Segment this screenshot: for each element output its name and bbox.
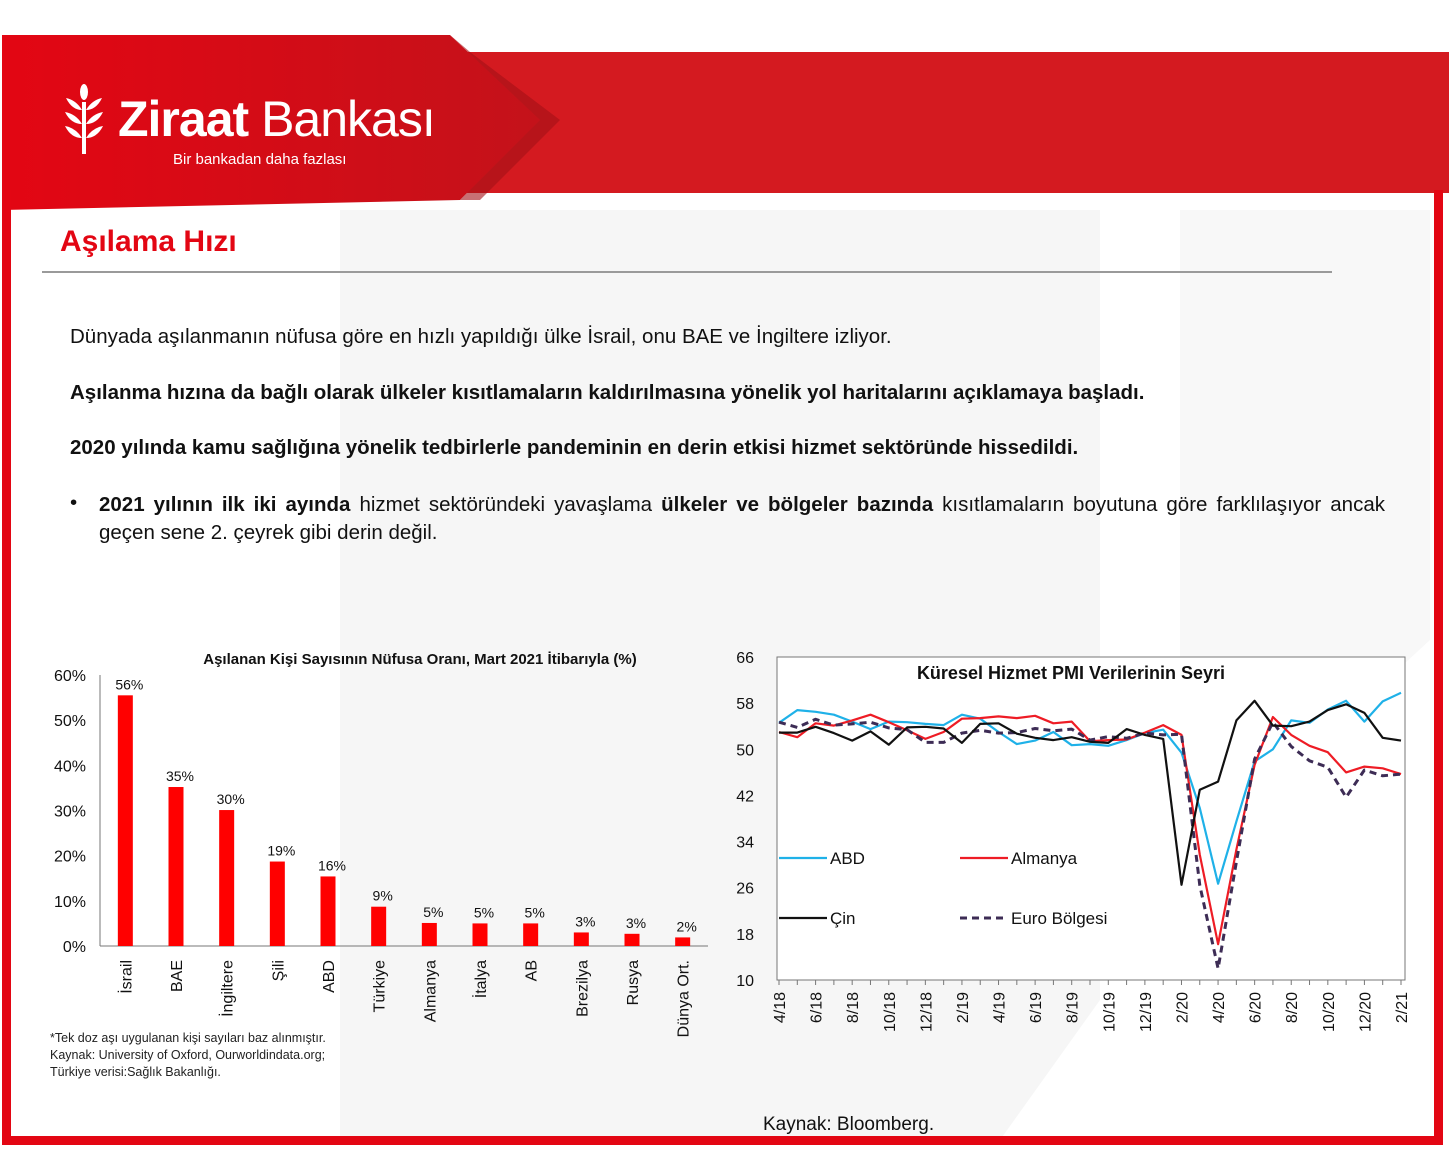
pmi-y-tick-label: 50 — [736, 742, 754, 760]
bar — [219, 810, 234, 946]
bar — [118, 695, 133, 946]
pmi-x-tick-label: 4/18 — [772, 992, 789, 1024]
bar-data-label: 2% — [676, 918, 697, 935]
bar-chart-footnote — [50, 1030, 326, 1081]
pmi-x-tick-label: 10/20 — [1320, 992, 1338, 1033]
bar-y-tick-label: 0% — [62, 939, 86, 956]
pmi-plot-area — [777, 657, 1405, 980]
pmi-x-tick-label: 2/19 — [954, 992, 972, 1024]
bar-y-tick-label: 30% — [53, 803, 86, 821]
pmi-x-tick-label: 6/19 — [1028, 992, 1046, 1024]
bar-category-label: ABD — [321, 960, 338, 993]
bar-chart-title: Aşılanan Kişi Sayısının Nüfusa Oranı, Mart 2021 İtibarıyla (%) — [203, 651, 637, 668]
footnote-line-1: *Tek doz aşı uygulanan kişi sayıları baz alınmıştır. — [50, 1031, 326, 1045]
pmi-x-tick-label: 6/18 — [808, 992, 826, 1024]
pmi-y-tick-label: 26 — [736, 880, 754, 898]
bar-y-tick-label: 50% — [53, 713, 86, 731]
pmi-y-tick-label: 10 — [736, 973, 754, 990]
bar — [422, 923, 437, 946]
bar-category-label: Rusya — [625, 960, 642, 1006]
pmi-x-tick-label: 4/20 — [1211, 992, 1229, 1024]
ziraat-wheat-logo-icon — [62, 84, 106, 154]
pmi-x-tick-label: 8/18 — [845, 992, 863, 1024]
pmi-y-tick-label: 58 — [736, 696, 754, 714]
pmi-x-tick-label: 10/18 — [881, 992, 899, 1033]
pmi-legend-label: Almanya — [1011, 849, 1078, 868]
pmi-x-tick-label: 4/19 — [991, 992, 1009, 1024]
bar — [523, 923, 538, 946]
bar — [321, 876, 336, 946]
bar-category-label: İngiltere — [219, 960, 237, 1017]
bar-category-label: BAE — [169, 960, 186, 993]
bar-category-label: Şili — [270, 960, 288, 982]
bar-category-label: Brezilya — [574, 960, 592, 1017]
pmi-y-tick-label: 34 — [736, 834, 754, 852]
pmi-line-chart — [720, 645, 1420, 1045]
pmi-x-tick-label: 8/20 — [1284, 992, 1302, 1024]
pmi-x-tick-label: 10/19 — [1101, 992, 1119, 1033]
bar-category-label: Dünya Ort. — [675, 960, 693, 1038]
title-divider — [42, 271, 1332, 273]
bar-data-label: 9% — [372, 887, 393, 904]
paragraph-3: 2020 yılında kamu sağlığına yönelik tedbirlerle pandeminin en derin etkisi hizmet sektöründe hissedildi. — [70, 436, 1079, 459]
bar-data-label: 5% — [473, 904, 495, 921]
paragraph-2: Aşılanma hızına da bağlı olarak ülkeler kısıtlamaların kaldırılmasına yönelik yol haritalarını açıklamaya başladı. — [70, 381, 1145, 404]
pmi-x-tick-label: 12/18 — [918, 992, 936, 1033]
pmi-y-tick-label: 42 — [736, 788, 754, 806]
bar-category-label: İsrail — [118, 960, 136, 994]
footnote-line-2: Kaynak: University of Oxford, Ourworldindata.org; — [50, 1048, 326, 1062]
bullet-text: 2021 yılının ilk iki ayında hizmet sektöründeki yavaşlama ülkeler ve bölgeler bazında kısıtlamaların boyutuna göre farklılaşıyor ancak geçen sene 2. çeyrek gibi derin değil. — [99, 493, 1385, 544]
paragraph-1: Dünyada aşılanmanın nüfusa göre en hızlı yapıldığı ülke İsrail, onu BAE ve İngiltere izliyor. — [70, 325, 892, 348]
pmi-x-tick-label: 6/20 — [1247, 992, 1265, 1024]
bar — [169, 787, 184, 946]
bar — [675, 937, 690, 946]
bar-data-label: 30% — [216, 791, 245, 808]
bullet-marker: • — [70, 491, 78, 514]
pmi-y-tick-label: 66 — [736, 650, 754, 667]
pmi-legend-label: Çin — [830, 909, 856, 928]
bar-category-label: İtalya — [473, 960, 490, 999]
pmi-chart-title: Küresel Hizmet PMI Verilerinin Seyri — [916, 663, 1226, 683]
bar-data-label: 5% — [423, 903, 444, 920]
bar-data-label: 3% — [625, 914, 647, 931]
pmi-legend-label: Euro Bölgesi — [1011, 909, 1108, 928]
pmi-x-tick-label: 2/21 — [1394, 992, 1411, 1024]
bar-y-tick-label: 20% — [53, 848, 86, 866]
bar-category-label: Almanya — [422, 960, 440, 1023]
bar — [371, 907, 386, 946]
bar-category-label: Türkiye — [371, 960, 389, 1013]
bar-data-label: 5% — [524, 904, 545, 921]
bar — [625, 934, 640, 946]
bar-data-label: 35% — [165, 768, 195, 785]
bar-data-label: 19% — [267, 842, 296, 859]
footnote-line-3: Türkiye verisi:Sağlık Bakanlığı. — [50, 1065, 221, 1079]
bar-y-tick-label: 60% — [53, 668, 86, 685]
bar-y-tick-label: 10% — [53, 893, 86, 911]
bar-y-tick-label: 40% — [53, 758, 86, 776]
bar-data-label: 3% — [575, 913, 596, 930]
page-title: Aşılama Hızı — [60, 225, 237, 258]
pmi-x-tick-label: 8/19 — [1064, 992, 1082, 1024]
pmi-legend-label: ABD — [830, 849, 865, 868]
pmi-x-tick-label: 12/20 — [1357, 992, 1375, 1033]
bar — [473, 923, 488, 946]
bar-data-label: 16% — [317, 857, 347, 874]
bar-data-label: 56% — [115, 676, 144, 693]
pmi-x-tick-label: 12/19 — [1137, 992, 1155, 1033]
bar — [270, 862, 285, 946]
bar — [574, 932, 589, 946]
bar-category-label: AB — [523, 960, 541, 982]
pmi-y-tick-label: 18 — [736, 926, 754, 944]
pmi-x-tick-label: 2/20 — [1174, 992, 1192, 1024]
vaccination-bar-chart — [40, 640, 720, 1050]
brand-slogan: Bir bankadan daha fazlası — [173, 151, 347, 168]
pmi-source-note: Kaynak: Bloomberg. — [763, 1114, 935, 1135]
brand-name: Ziraat Bankası — [118, 91, 435, 147]
